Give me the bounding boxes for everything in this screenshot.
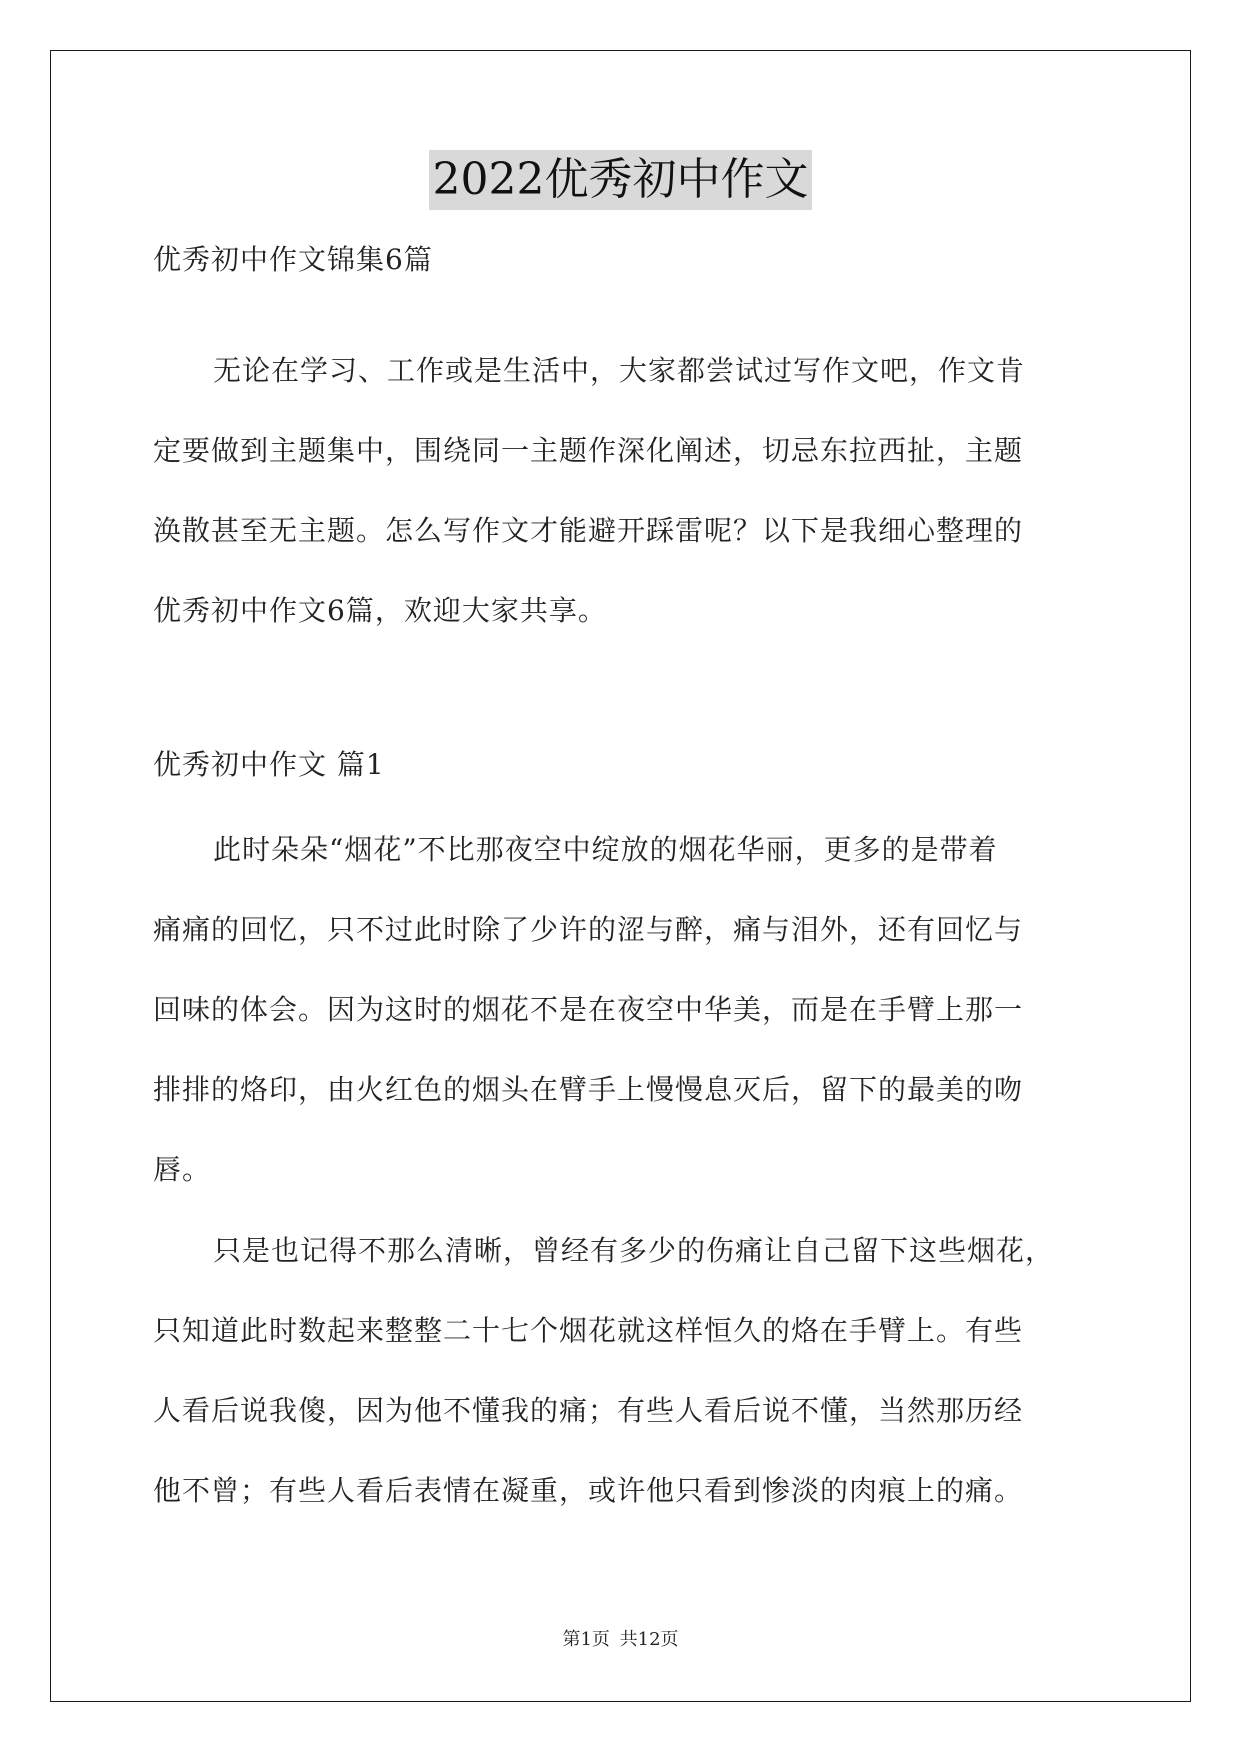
intro-line: 无论在学习、工作或是生活中，大家都尝试过写作文吧，作文肯: [213, 354, 1026, 387]
document-title: 2022优秀初中作文: [429, 150, 813, 210]
title-container: [0, 150, 1241, 210]
page-total: 共12页: [619, 1629, 679, 1650]
paragraph-line: 人看后说我傻，因为他不懂我的痛；有些人看后说不懂，当然那历经: [153, 1394, 1024, 1427]
paragraph-line: 他不曾；有些人看后表情在凝重，或许他只看到惨淡的肉痕上的痛。: [153, 1474, 1024, 1507]
paragraph-line: 痛痛的回忆，只不过此时除了少许的涩与醉，痛与泪外，还有回忆与: [153, 913, 1024, 946]
document-subtitle: 优秀初中作文锦集6篇: [153, 243, 433, 276]
section-heading: 优秀初中作文 篇1: [153, 748, 385, 781]
intro-line: 涣散甚至无主题。怎么写作文才能避开踩雷呢？以下是我细心整理的: [153, 514, 1024, 547]
page-number: 第1页: [562, 1629, 610, 1650]
paragraph-line: 只是也记得不那么清晰，曾经有多少的伤痛让自己留下这些烟花，: [213, 1234, 1055, 1267]
intro-line: 优秀初中作文6篇，欢迎大家共享。: [153, 594, 607, 627]
page-footer: [0, 1625, 1241, 1651]
paragraph-line: 唇。: [153, 1153, 212, 1186]
paragraph-line: 排排的烙印，由火红色的烟头在臂手上慢慢息灭后，留下的最美的吻: [153, 1073, 1024, 1106]
paragraph-line: 回味的体会。因为这时的烟花不是在夜空中华美，而是在手臂上那一: [153, 993, 1024, 1026]
intro-line: 定要做到主题集中，围绕同一主题作深化阐述，切忌东拉西扯，主题: [153, 434, 1024, 467]
paragraph-line: 只知道此时数起来整整二十七个烟花就这样恒久的烙在手臂上。有些: [153, 1314, 1024, 1347]
page-border: [50, 50, 1191, 1702]
paragraph-line: 此时朵朵“烟花”不比那夜空中绽放的烟花华丽，更多的是带着: [213, 833, 998, 866]
